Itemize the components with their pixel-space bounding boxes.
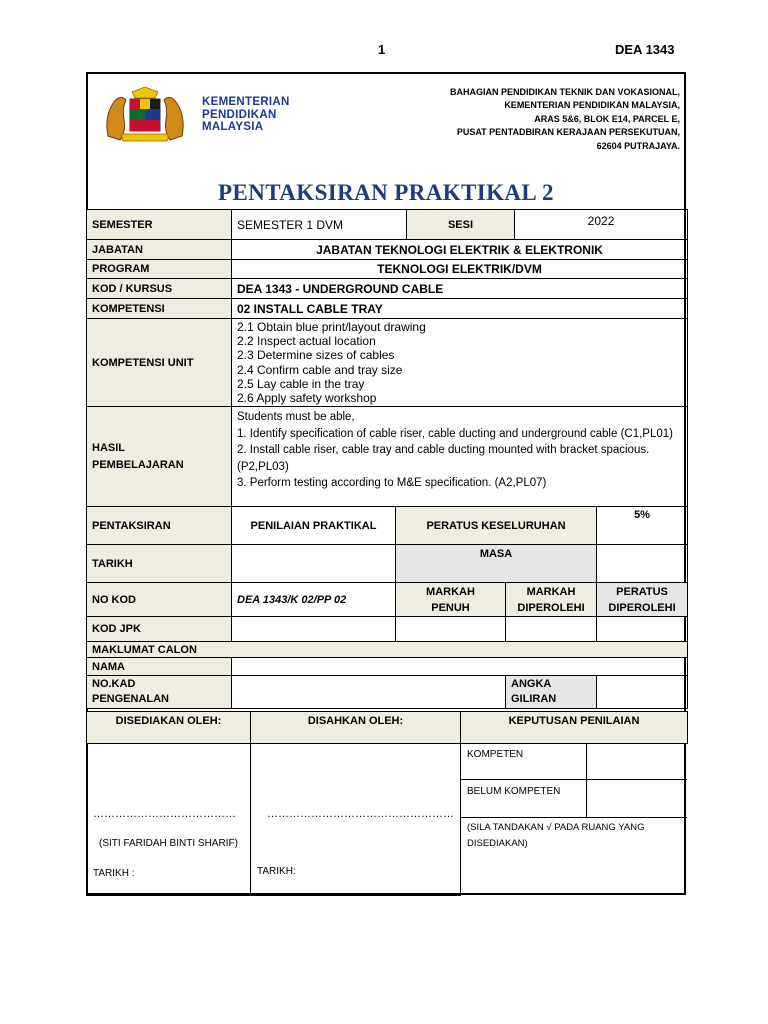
no-kad-line: NO.KAD (92, 678, 136, 691)
assessment-form-table (86, 209, 688, 709)
keputusan-options (460, 743, 687, 896)
peratus-diperolehi-field[interactable] (597, 617, 688, 642)
nama-label: NAMA (87, 658, 232, 676)
pentaksiran-label: PENTAKSIRAN (87, 507, 232, 545)
kod-jpk-field[interactable] (232, 617, 396, 642)
markah-penuh-line: MARKAH (426, 585, 475, 598)
kompetensi-label: KOMPETENSI (87, 299, 232, 319)
masa-field[interactable] (597, 545, 688, 583)
hasil-pembelajaran-label (87, 407, 232, 507)
tarikh-preparer: TARIKH : (93, 868, 135, 879)
hasil-item: 3. Perform testing according to M&E specification. (A2,PL07) (237, 477, 547, 490)
hasil-intro: Students must be able, (237, 411, 355, 424)
address-line: 62604 PUTRAJAYA. (596, 140, 680, 151)
document-title: PENTAKSIRAN PRAKTIKAL 2 (218, 180, 554, 205)
preparer-name: (SITI FARIDAH BINTI SHARIF) (99, 838, 238, 849)
masa-label: MASA (396, 545, 597, 583)
malaysia-coat-of-arms-icon (100, 86, 190, 148)
peratus-diperolehi-line: DIPEROLEHI (608, 601, 676, 614)
no-kad-line: PENGENALAN (92, 693, 170, 706)
maklumat-calon-label: MAKLUMAT CALON (87, 642, 688, 658)
markah-penuh-line: PENUH (431, 601, 470, 614)
markah-penuh-field[interactable] (396, 617, 506, 642)
tarikh-label: TARIKH (87, 545, 232, 583)
disahkan-oleh-label: DISAHKAN OLEH: (251, 712, 461, 744)
jabatan-value[interactable]: JABATAN TEKNOLOGI ELEKTRIK & ELEKTRONIK (232, 240, 688, 260)
sesi-label: SESI (407, 210, 515, 240)
unit-item: 2.4 Confirm cable and tray size (237, 362, 403, 377)
peratus-diperolehi-label (597, 583, 688, 617)
no-kod-value[interactable]: DEA 1343/K 02/PP 02 (232, 583, 396, 617)
kompeten-label: KOMPETEN (460, 743, 587, 780)
keputusan-penilaian-label: KEPUTUSAN PENILAIAN (461, 712, 688, 744)
angka-giliran-label (506, 676, 597, 709)
program-value[interactable]: TEKNOLOGI ELEKTRIK/DVM (232, 260, 688, 279)
disahkan-oleh-box[interactable] (251, 744, 461, 896)
unit-item: 2.6 Apply safety workshop (237, 391, 377, 406)
kompeten-checkbox[interactable] (587, 743, 687, 780)
hasil-item: 2. Install cable riser, cable tray and cable ducting mounted with bracket spacious. (P2,PL03) (237, 444, 650, 473)
ministry-line: MALAYSIA (202, 121, 264, 133)
signature-line-approver: …………………………………………… (267, 808, 454, 820)
tarikh-approver: TARIKH: (257, 866, 296, 877)
no-kod-label: NO KOD (87, 583, 232, 617)
ministry-name (202, 96, 290, 134)
course-code-header: DEA 1343 (615, 42, 675, 57)
kompetensi-unit-label: KOMPETENSI UNIT (87, 319, 232, 407)
disediakan-oleh-box[interactable] (87, 744, 251, 896)
hasil-label-line: HASIL (92, 441, 125, 454)
sesi-value[interactable]: 2022 (515, 210, 688, 240)
program-label: PROGRAM (87, 260, 232, 279)
semester-value[interactable]: SEMESTER 1 DVM (232, 210, 407, 240)
signature-line-preparer: ………………………………… (93, 808, 236, 820)
markah-diperolehi-line: DIPEROLEHI (517, 601, 585, 614)
pentaksiran-value[interactable]: PENILAIAN PRAKTIKAL (232, 507, 396, 545)
semester-label: SEMESTER (87, 210, 232, 240)
ministry-line: KEMENTERIAN (202, 96, 290, 108)
ministry-address (380, 86, 680, 153)
markah-diperolehi-field[interactable] (506, 617, 597, 642)
tarikh-field[interactable] (232, 545, 396, 583)
kompetensi-value[interactable]: 02 INSTALL CABLE TRAY (232, 299, 688, 319)
kod-jpk-label: KOD JPK (87, 617, 232, 642)
disediakan-oleh-label: DISEDIAKAN OLEH: (87, 712, 251, 744)
kod-kursus-label: KOD / KURSUS (87, 279, 232, 299)
hasil-item: 1. Identify specification of cable riser, cable ducting and underground cable (C1,PL01) (237, 427, 673, 440)
address-line: KEMENTERIAN PENDIDIKAN MALAYSIA, (504, 100, 680, 111)
no-kad-pengenalan-field[interactable] (232, 676, 506, 709)
unit-item: 2.1 Obtain blue print/layout drawing (237, 320, 426, 334)
angka-giliran-line: GILIRAN (511, 693, 557, 706)
hasil-label-line: PEMBELAJARAN (92, 458, 184, 471)
nama-field[interactable] (232, 658, 688, 676)
jabatan-label: JABATAN (87, 240, 232, 260)
markah-diperolehi-line: MARKAH (526, 585, 576, 598)
unit-item: 2.2 Inspect actual location (237, 334, 376, 349)
instruction-note: (SILA TANDAKAN √ PADA RUANG YANG DISEDIAKAN) (467, 822, 645, 849)
peratus-keseluruhan-value[interactable]: 5% (597, 507, 688, 545)
unit-item: 2.3 Determine sizes of cables (237, 348, 395, 363)
peratus-diperolehi-line: PERATUS (616, 585, 668, 598)
belum-kompeten-label: BELUM KOMPETEN (460, 780, 587, 818)
address-line: ARAS 5&6, BLOK E14, PARCEL E, (534, 113, 680, 124)
angka-giliran-field[interactable] (597, 676, 688, 709)
angka-giliran-line: ANGKA (511, 678, 552, 691)
markah-diperolehi-label (506, 583, 597, 617)
address-line: PUSAT PENTADBIRAN KERAJAAN PERSEKUTUAN, (456, 127, 680, 138)
page-number: 1 (378, 42, 386, 57)
kod-kursus-value[interactable]: DEA 1343 - UNDERGROUND CABLE (232, 279, 688, 299)
markah-penuh-label (396, 583, 506, 617)
belum-kompeten-checkbox[interactable] (587, 780, 687, 818)
peratus-keseluruhan-label: PERATUS KESELURUHAN (396, 507, 597, 545)
address-line: BAHAGIAN PENDIDIKAN TEKNIK DAN VOKASIONAL, (449, 87, 680, 97)
ministry-line: PENDIDIKAN (202, 108, 277, 121)
hasil-pembelajaran-list (232, 407, 688, 507)
kompetensi-unit-list (232, 319, 688, 407)
no-kad-pengenalan-label (87, 676, 232, 709)
unit-item: 2.5 Lay cable in the tray (237, 376, 365, 391)
